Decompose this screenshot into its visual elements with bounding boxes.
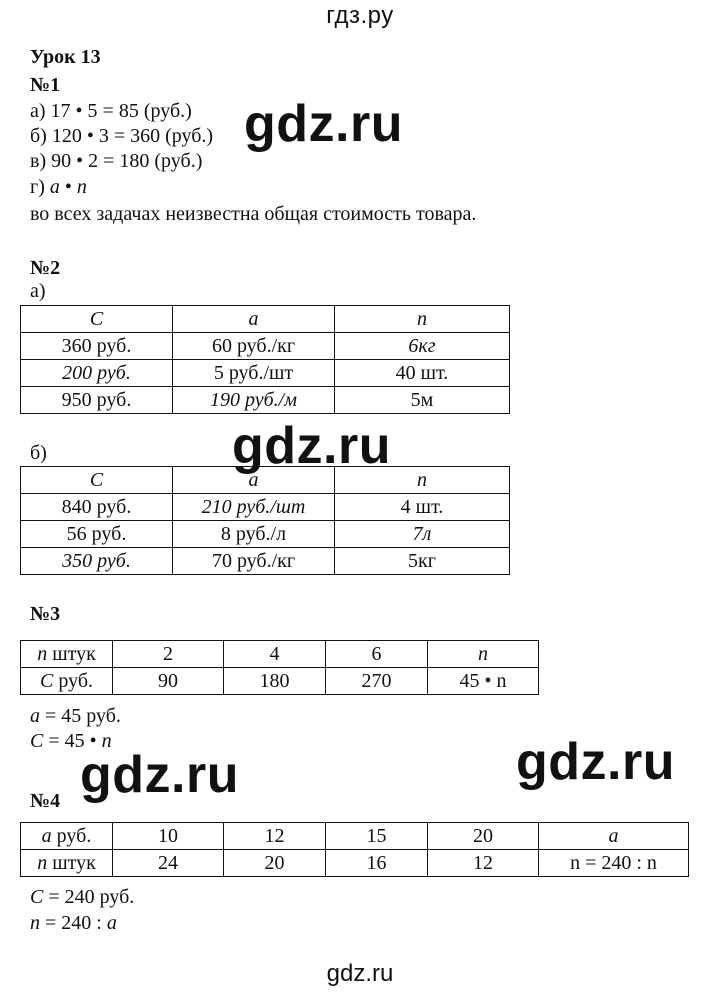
task3-table bbox=[20, 640, 539, 695]
task1-line-d-prefix: г) bbox=[30, 176, 50, 198]
table-cell: 12 bbox=[428, 850, 539, 877]
table-cell: 16 bbox=[326, 850, 428, 877]
table-cell: 45 • n bbox=[428, 668, 539, 695]
dot: • bbox=[59, 176, 77, 198]
table-cell: 5 руб./шт bbox=[173, 360, 335, 387]
task1-conclusion: во всех задачах неизвестна общая стоимость товара. bbox=[30, 203, 477, 225]
table-cell: n bbox=[428, 641, 539, 668]
table-row bbox=[21, 823, 689, 850]
table-cell: 2 bbox=[113, 641, 224, 668]
table-cell: 6кг bbox=[335, 333, 510, 360]
var-c: C bbox=[30, 886, 44, 908]
table-header-cell: C bbox=[21, 306, 173, 333]
task3-title: №3 bbox=[30, 603, 61, 625]
table-row bbox=[21, 668, 539, 695]
table-cell: 6 bbox=[326, 641, 428, 668]
table-cell: 7л bbox=[335, 521, 510, 548]
table-cell: 24 bbox=[113, 850, 224, 877]
unit-label: штук bbox=[47, 643, 96, 665]
table-row bbox=[21, 494, 510, 521]
table-header-cell: a bbox=[173, 467, 335, 494]
table-cell: 4 шт. bbox=[335, 494, 510, 521]
table-cell: 8 руб./л bbox=[173, 521, 335, 548]
table-cell: 56 руб. bbox=[21, 521, 173, 548]
unit-label: руб. bbox=[51, 825, 92, 847]
task3-line-2 bbox=[30, 730, 112, 753]
table-header-cell: C bbox=[21, 467, 173, 494]
equation-text: = 45 руб. bbox=[40, 705, 121, 727]
var-a: a bbox=[49, 176, 60, 198]
task2-table-a bbox=[20, 305, 510, 414]
table-header-row bbox=[21, 467, 510, 494]
table-cell: 270 bbox=[326, 668, 428, 695]
table-cell: 15 bbox=[326, 823, 428, 850]
var-n: n bbox=[37, 852, 48, 874]
unit-label: штук bbox=[47, 852, 96, 874]
table-cell: 4 bbox=[224, 641, 326, 668]
var-c: C bbox=[40, 670, 54, 692]
task1-line-c: в) 90 • 2 = 180 (руб.) bbox=[30, 150, 203, 172]
table-cell: n = 240 : n bbox=[539, 850, 689, 877]
table-cell: 350 руб. bbox=[21, 548, 173, 575]
var-n: n bbox=[76, 176, 87, 198]
table-cell: 190 руб./м bbox=[173, 387, 335, 414]
table-cell: 840 руб. bbox=[21, 494, 173, 521]
table-cell: 90 bbox=[113, 668, 224, 695]
table-row-label bbox=[21, 850, 113, 877]
table-cell: 20 bbox=[428, 823, 539, 850]
site-header: гдз.ру bbox=[326, 2, 394, 29]
table-cell: 40 шт. bbox=[335, 360, 510, 387]
table-cell: 20 bbox=[224, 850, 326, 877]
equation-text: = 240 руб. bbox=[43, 886, 135, 908]
table-cell: 200 руб. bbox=[21, 360, 173, 387]
table-cell: a bbox=[539, 823, 689, 850]
task4-line-1 bbox=[30, 886, 134, 909]
table-header-row bbox=[21, 306, 510, 333]
table-cell: 360 руб. bbox=[21, 333, 173, 360]
task2-part-b-label: б) bbox=[30, 442, 47, 464]
table-row-label bbox=[21, 641, 113, 668]
var-a: a bbox=[30, 705, 40, 727]
var-a: a bbox=[106, 912, 117, 934]
task3-line-1 bbox=[30, 705, 121, 728]
task1-title: №1 bbox=[30, 74, 61, 96]
watermark: gdz.ru bbox=[232, 417, 391, 475]
table-header-cell: n bbox=[335, 467, 510, 494]
task2-part-a-label: а) bbox=[30, 280, 46, 302]
table-header-cell: a bbox=[173, 306, 335, 333]
table-cell: 12 bbox=[224, 823, 326, 850]
table-cell: 5м bbox=[335, 387, 510, 414]
table-row bbox=[21, 548, 510, 575]
lesson-title: Урок 13 bbox=[30, 46, 101, 68]
table-row bbox=[21, 641, 539, 668]
task1-line-a: а) 17 • 5 = 85 (руб.) bbox=[30, 100, 192, 122]
table-cell: 180 bbox=[224, 668, 326, 695]
var-c: C bbox=[30, 730, 44, 752]
task4-table bbox=[20, 822, 689, 877]
table-cell: 210 руб./шт bbox=[173, 494, 335, 521]
table-cell: 70 руб./кг bbox=[173, 548, 335, 575]
var-n: n bbox=[101, 730, 112, 752]
site-footer: gdz.ru bbox=[326, 960, 394, 987]
task1-line-b: б) 120 • 3 = 360 (руб.) bbox=[30, 125, 214, 147]
task1-line-d bbox=[30, 176, 87, 199]
task2-table-b bbox=[20, 466, 510, 575]
table-row bbox=[21, 850, 689, 877]
var-n: n bbox=[37, 643, 48, 665]
unit-label: руб. bbox=[53, 670, 93, 692]
table-cell: 950 руб. bbox=[21, 387, 173, 414]
table-row bbox=[21, 387, 510, 414]
table-header-cell: n bbox=[335, 306, 510, 333]
table-row bbox=[21, 521, 510, 548]
task4-line-2 bbox=[30, 912, 117, 935]
table-cell: 60 руб./кг bbox=[173, 333, 335, 360]
watermark: gdz.ru bbox=[516, 733, 675, 791]
task4-title: №4 bbox=[30, 790, 61, 812]
table-row bbox=[21, 333, 510, 360]
var-a: a bbox=[41, 825, 52, 847]
task2-title: №2 bbox=[30, 257, 61, 279]
table-cell: 5кг bbox=[335, 548, 510, 575]
table-row-label bbox=[21, 823, 113, 850]
watermark: gdz.ru bbox=[244, 95, 403, 153]
equation-text: = 240 : bbox=[40, 912, 107, 934]
watermark: gdz.ru bbox=[80, 746, 239, 804]
table-row-label bbox=[21, 668, 113, 695]
equation-text: = 45 • bbox=[43, 730, 102, 752]
table-cell: 10 bbox=[113, 823, 224, 850]
table-row bbox=[21, 360, 510, 387]
var-n: n bbox=[30, 912, 40, 934]
